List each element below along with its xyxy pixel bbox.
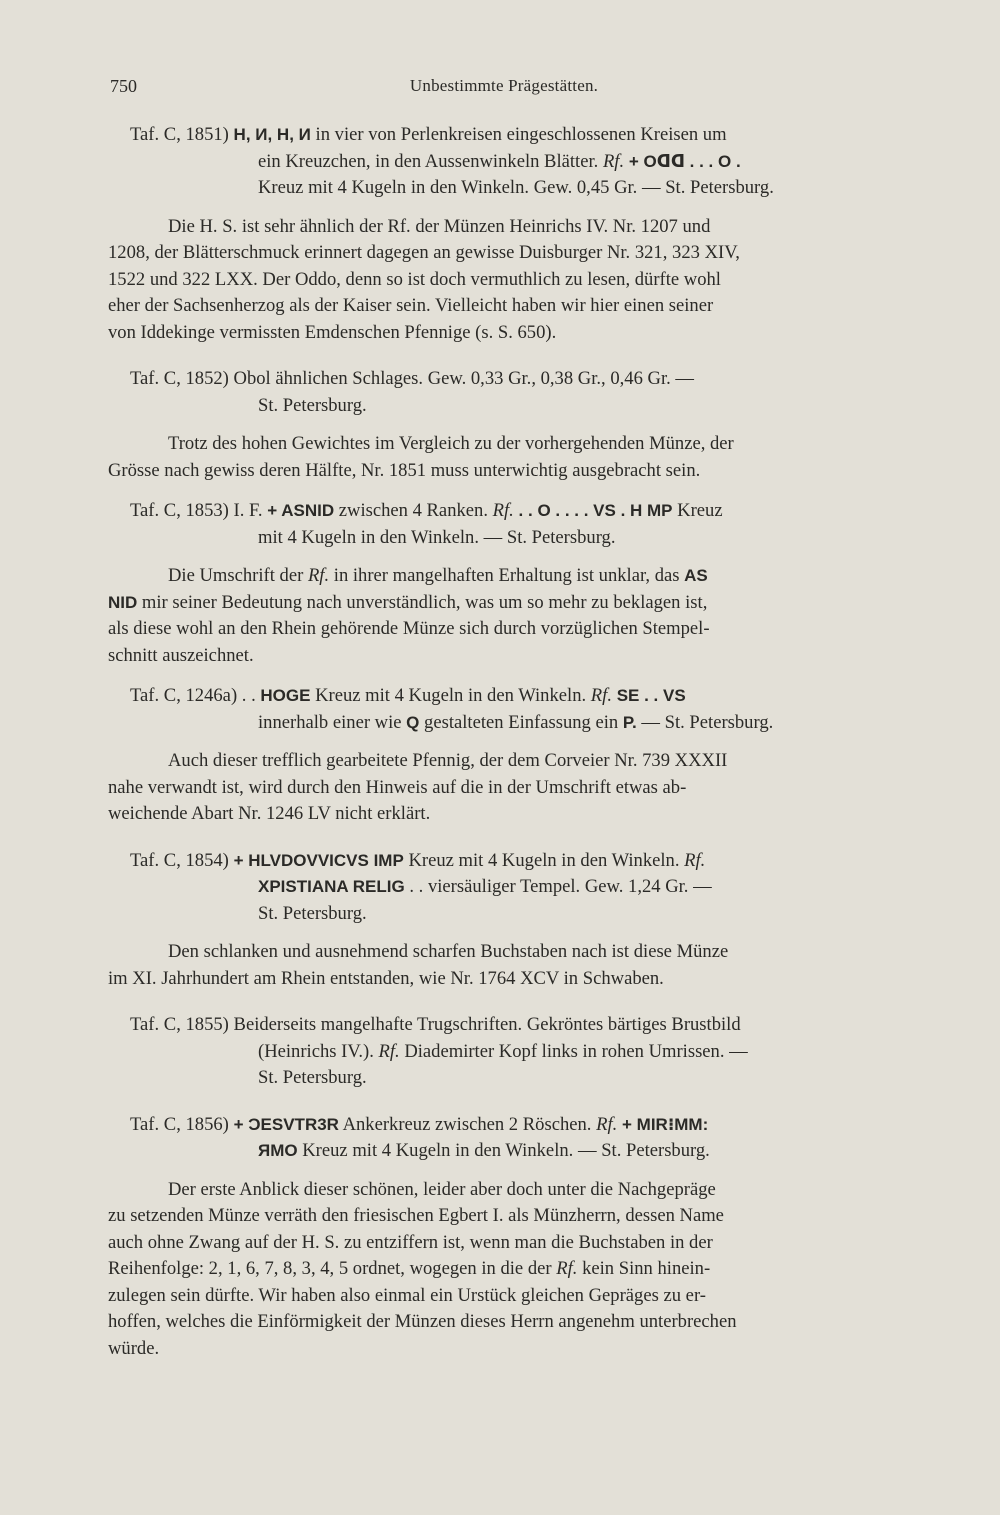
- reverse-abbrev: Rf.: [556, 1258, 578, 1279]
- entry-text: ein Kreuzchen, in den Aussenwinkeln Blätter.: [258, 150, 603, 172]
- reverse-abbrev: Rf.: [596, 1113, 618, 1135]
- letter-glyph: Q: [406, 712, 420, 732]
- entry-1854: [108, 848, 897, 928]
- paragraph-text: mir seiner Bedeutung nach unverständlich, was um so mehr zu beklagen ist,: [137, 591, 708, 613]
- paragraph-line: Trotz des hohen Gewichtes im Vergleich zu der vorhergehenden Münze, der: [168, 433, 734, 454]
- entry-text: . . viersäuliger Tempel. Gew. 1,24 Gr. —: [404, 876, 712, 897]
- paragraph-line: 1522 und 322 LXX. Der Oddo, denn so ist doch vermuthlich zu lesen, dürfte wohl: [108, 268, 721, 290]
- paragraph-line: auch ohne Zwang auf der H. S. zu entziffern ist, wenn man die Buchstaben in der: [108, 1231, 713, 1253]
- paragraph-line: von Iddekinge vermissten Emdenschen Pfennige (s. S. 650).: [108, 321, 557, 343]
- entry-1246a: [108, 683, 897, 736]
- page-header: [110, 76, 898, 100]
- entry-text: Obol ähnlichen Schlages. Gew. 0,33 Gr., 0,38 Gr., 0,46 Gr. —: [228, 368, 695, 389]
- entry-text: Ankerkreuz zwischen 2 Röschen.: [338, 1113, 597, 1135]
- plate-ref: Taf. C, 1851): [130, 124, 229, 145]
- entry-text: — St. Petersburg.: [636, 711, 774, 733]
- reverse-abbrev: Rf.: [684, 849, 706, 871]
- paragraph-1853: [108, 563, 897, 669]
- reverse-abbrev: Rf.: [378, 1040, 400, 1062]
- coin-legend: + HLVDOVVICVS IMP: [228, 850, 404, 870]
- plate-ref: Taf. C, 1246a): [130, 685, 238, 706]
- paragraph-1856: [108, 1177, 897, 1363]
- coin-legend: + ƆESVTR3R: [228, 1114, 339, 1134]
- entry-text: zwischen 4 Ranken.: [334, 500, 493, 521]
- reverse-abbrev: Rf.: [602, 150, 625, 172]
- entry-text: (Heinrichs IV.).: [258, 1040, 379, 1062]
- paragraph-line: als diese wohl an den Rhein gehörende Münze sich durch vorzüglichen Stempel-: [108, 618, 710, 639]
- paragraph-line: eher der Sachsenherzog als der Kaiser sein. Vielleicht haben wir hier einen seiner: [108, 295, 714, 316]
- running-title: Unbestimmte Prägestätten.: [409, 76, 599, 95]
- entry-text: Kreuz: [672, 500, 723, 521]
- plate-ref: Taf. C, 1856): [130, 1113, 229, 1135]
- paragraph-1852: [108, 431, 897, 484]
- coin-legend: H, И, H, И: [233, 125, 311, 144]
- entry-1853: [108, 498, 897, 551]
- paragraph-text: Reihenfolge: 2, 1, 6, 7, 8, 3, 4, 5 ordnet, wogegen in die der: [108, 1258, 557, 1279]
- paragraph-line: weichende Abart Nr. 1246 LV nicht erklärt.: [108, 803, 431, 824]
- entry-text: gestalteten Einfassung ein: [419, 711, 623, 733]
- legend-fragment: AS: [684, 566, 708, 585]
- legend-fragment: NID: [108, 592, 138, 612]
- paragraph-line: Auch dieser trefflich gearbeitete Pfennig, der dem Corveier Nr. 739 XXXII: [168, 750, 728, 771]
- paragraph-text: kein Sinn hinein-: [577, 1258, 711, 1279]
- reverse-legend: . . O . . . . VS . H MP: [513, 501, 673, 520]
- entry-text: Kreuz mit 4 Kugeln in den Winkeln.: [403, 849, 685, 871]
- entry-text: in vier von Perlenkreisen eingeschlossenen Kreisen um: [310, 124, 727, 145]
- entry-1855: [108, 1012, 897, 1092]
- paragraph-line: schnitt auszeichnet.: [108, 644, 254, 666]
- paragraph-line: im XI. Jahrhundert am Rhein entstanden, wie Nr. 1764 XCV in Schwaben.: [108, 967, 664, 989]
- page-number: 750: [110, 76, 137, 96]
- plate-ref: Taf. C, 1853): [130, 500, 229, 521]
- entry-text: I. F.: [228, 500, 268, 521]
- coin-legend: + ASNID: [267, 501, 335, 520]
- entry-text: Kreuz mit 4 Kugeln in den Winkeln. — St. Petersburg.: [297, 1140, 710, 1161]
- paragraph-line: Die H. S. ist sehr ähnlich der Rf. der Münzen Heinrichs IV. Nr. 1207 und: [168, 215, 711, 237]
- entry-text: Kreuz mit 4 Kugeln in den Winkeln. Gew. 0,45 Gr. — St. Petersburg.: [258, 177, 774, 198]
- entry-text: . .: [237, 685, 261, 706]
- plate-ref: Taf. C, 1855): [130, 1014, 229, 1035]
- coin-legend: HOGE: [260, 686, 311, 705]
- paragraph-line: Den schlanken und ausnehmend scharfen Buchstaben nach ist diese Münze: [168, 941, 729, 962]
- reverse-abbrev: Rf.: [492, 500, 514, 521]
- reverse-legend: SE . . VS: [611, 686, 686, 705]
- letter-glyph: P.: [622, 712, 637, 732]
- paragraph-line: nahe verwandt ist, wird durch den Hinweis auf die in der Umschrift etwas ab-: [108, 776, 687, 798]
- paragraph-line: Der erste Anblick dieser schönen, leider aber doch unter die Nachgepräge: [168, 1178, 716, 1200]
- entry-1852: [108, 366, 897, 419]
- paragraph-1851: [108, 214, 897, 347]
- entry-text: Beiderseits mangelhafte Trugschriften. Gekröntes bärtiges Brustbild: [228, 1014, 741, 1035]
- entry-text: Diademirter Kopf links in rohen Umrissen. —: [399, 1040, 748, 1062]
- entry-text: innerhalb einer wie: [258, 711, 407, 733]
- reverse-legend: XPISTIANA RELIG: [258, 877, 405, 896]
- paragraph-text: Die Umschrift der: [168, 565, 308, 586]
- plate-ref: Taf. C, 1854): [130, 849, 229, 871]
- paragraph-line: würde.: [108, 1337, 160, 1359]
- paragraph-text: in ihrer mangelhaften Erhaltung ist unklar, das: [329, 565, 685, 586]
- reverse-legend: + Oᗡᗡ . . . O .: [624, 151, 741, 171]
- reverse-legend: + MIR⁝MM:: [617, 1114, 709, 1134]
- plate-ref: Taf. C, 1852): [130, 368, 229, 389]
- page-body: [108, 122, 897, 1374]
- paragraph-line: hoffen, welches die Einförmigkeit der Münzen dieses Herrn angenehm unterbrechen: [108, 1311, 737, 1332]
- paragraph-line: 1208, der Blätterschmuck erinnert dagegen an gewisse Duisburger Nr. 321, 323 XIV,: [108, 242, 740, 263]
- reverse-legend: ЯMO: [258, 1141, 298, 1160]
- paragraph-line: zu setzenden Münze verräth den friesischen Egbert I. als Münzherrn, dessen Name: [108, 1205, 724, 1226]
- entry-text: Kreuz mit 4 Kugeln in den Winkeln.: [310, 685, 591, 706]
- reverse-abbrev: Rf.: [590, 685, 612, 706]
- paragraph-line: Grösse nach gewiss deren Hälfte, Nr. 1851 muss unterwichtig ausgebracht sein.: [108, 459, 701, 481]
- entry-text: St. Petersburg.: [258, 902, 367, 924]
- reverse-abbrev: Rf.: [307, 565, 330, 586]
- paragraph-line: zulegen sein dürfte. Wir haben also einmal ein Urstück gleichen Gepräges zu er-: [108, 1284, 706, 1306]
- entry-text: St. Petersburg.: [258, 1067, 367, 1088]
- entry-text: St. Petersburg.: [258, 394, 367, 416]
- entry-1851: [108, 122, 897, 202]
- entry-text: mit 4 Kugeln in den Winkeln. — St. Petersburg.: [258, 526, 616, 548]
- paragraph-1854: [108, 939, 897, 992]
- entry-1856: [108, 1112, 897, 1165]
- paragraph-1246a: [108, 748, 897, 828]
